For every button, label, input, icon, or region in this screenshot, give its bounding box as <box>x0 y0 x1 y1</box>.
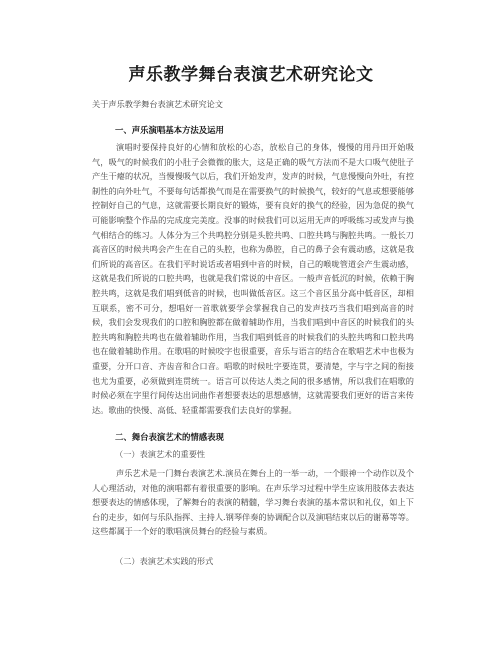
document-title: 声乐教学舞台表演艺术研究论文 <box>128 65 374 85</box>
subsection-heading: （二）表演艺术实践的形式 <box>115 556 214 566</box>
section-heading: 二、舞台表演艺术的情感表现 <box>115 432 224 442</box>
subsection-heading: （一）表演艺术的重要性 <box>115 449 206 459</box>
subsection-paragraph: 声乐艺术是一门舞台表演艺术.演员在舞台上的一举一动，一个眼神一个动作以及个人心理活动，对他的演唱都有着很重要的影响。在声乐学习过程中学生应该用肢体去表达想要表达的情感体现，了解舞台的表演的精髓，学习舞台表演的基本常识和礼仪，如上下台的走步，如何与乐队指挥、主持人.钢琴伴奏的协调配合以及演唱结束以后的谢幕等等。这些都属于一个好的歌唱演员舞台的经验与素质。 <box>92 468 414 537</box>
section-heading: 一、声乐演唱基本方法及运用 <box>115 125 224 135</box>
document-intro: 关于声乐教学舞台表演艺术研究论文 <box>92 99 224 109</box>
section-paragraph: 演唱时要保持良好的心情和放松的心态，放松自己的身体，慢慢的用丹田开始吸气，吸气的时候我们的小肚子会微微的胀大，这是正确的吸气方法而不是大口吸气使肚子产生干瘪的状况，当慢慢吸气以后，我们开始发声，发声的时候，气息慢慢向外吐，有控制性的向外吐气，不要每句话都换气而是在需要换气的时候换气，较好的气息或想要能够控制好自己的气息，这就需要长期良好的锻炼，要有良好的换气的经验，因为急促的换气可能影响整个作品的完成度完美度。没事的时候我们可以运用无声的呼吸练习或发声与换气相结合的练习。人体分为三个共鸣腔分别是头腔共鸣、口腔共鸣与胸腔共鸣。一般长刀高音区的时候共鸣会产生在自己的头腔，也称为鼻腔，自己的鼻子会有震动感，这就是我们所说的高音区。在我们平时说话或者唱到中音的时候，自己的喉咙管道会产生震动感，这就是我们所说的口腔共鸣，也就是我们常说的中音区。一般声音低沉的时候，依赖于胸腔共鸣，这就是我们唱到低音的时候，也叫做低音区。这三个音区虽分高中低音区，却相互联系，密不可分，想唱好一首歌就要学会掌握我自己的发声技巧当我们唱到高音的时候，我们会发现我们的口腔和胸腔都在做着辅助作用，当我们唱到中音区的时候我们的头腔共鸣和胸腔共鸣也在做着辅助作用，当我们唱到低音的时候我们的头腔共鸣和口腔共鸣也在做着辅助作用。在歌唱的时候咬字也很重要，音乐与语言的结合在歌唱艺术中也极为重要，分开口音、齐齿音和合口音。唱歌的时候吐字要连贯，要清楚，字与字之间的衔接也尤为重要，必须做到连贯统一。语言可以传达人类之间的很多感情，所以我们在唱歌的时候必须在字里行间传达出词曲作者想要表达的思想感情，这就需要我们更好的语言来传达。歌曲的快慢、高低、轻重都需要我们去良好的掌握。 <box>92 142 414 415</box>
